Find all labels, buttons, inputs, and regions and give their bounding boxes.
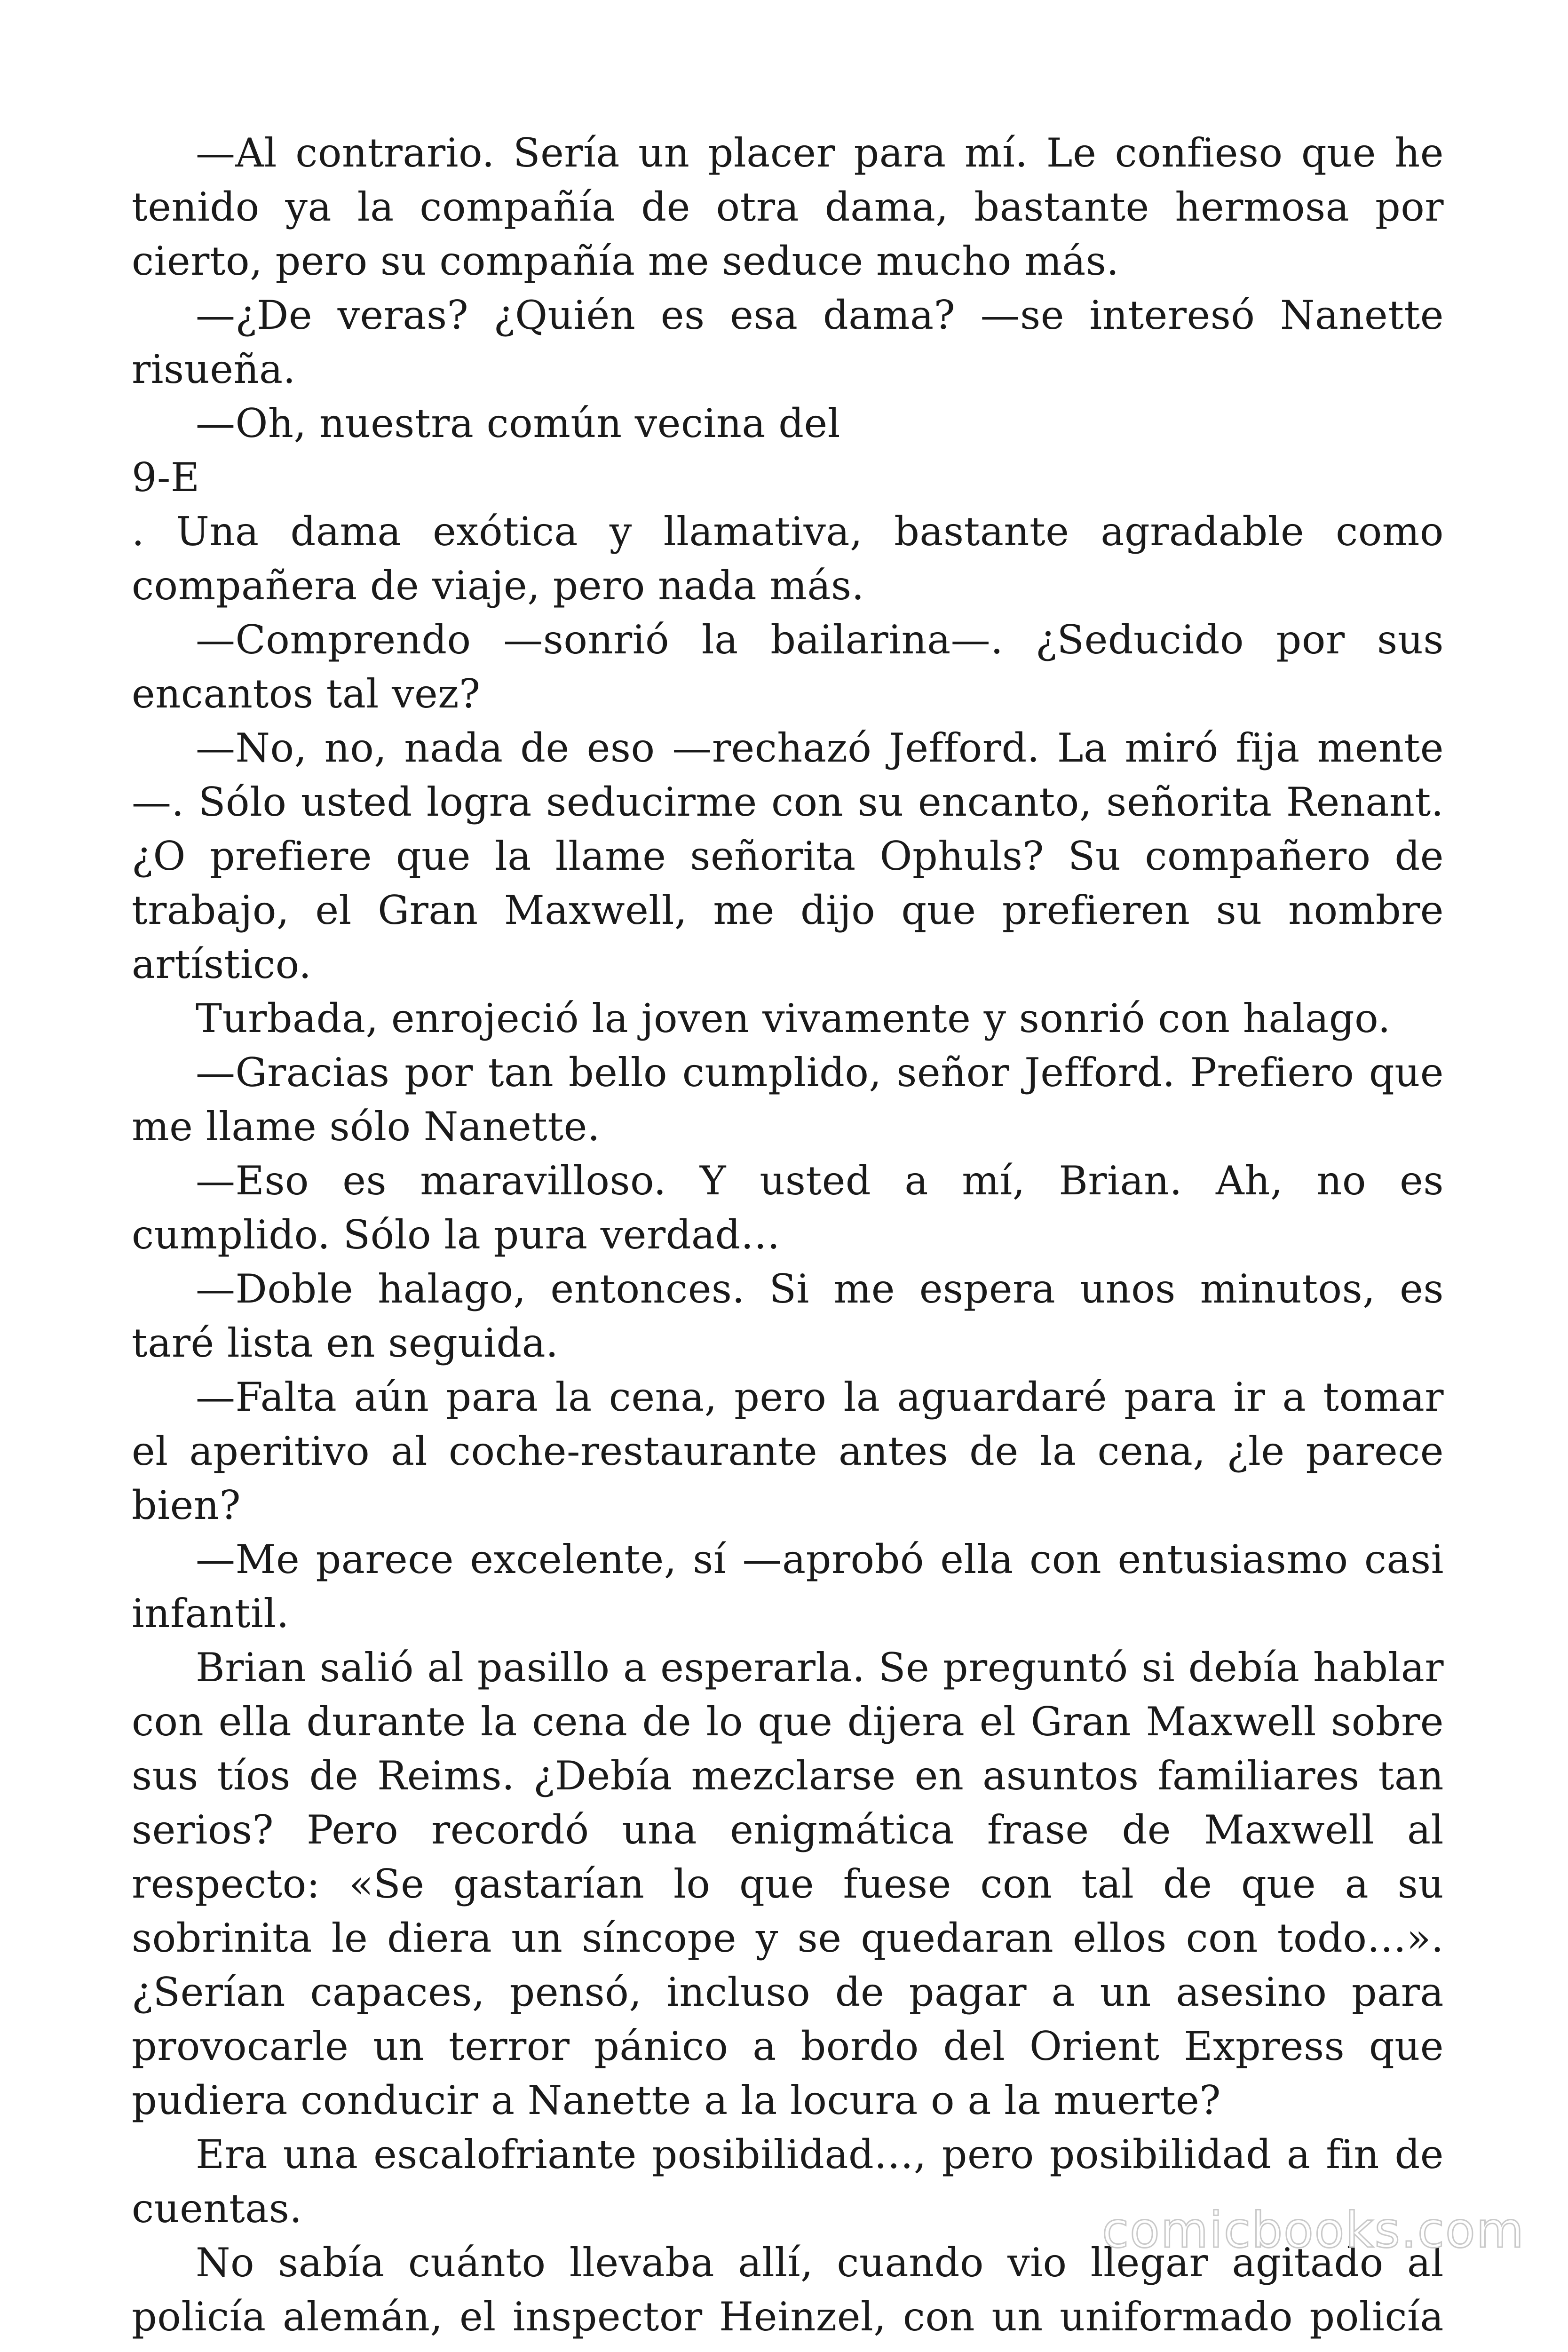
paragraph: —Gracias por tan bello cumplido, señor Jefford. Prefiero que me llame sólo Nanette. <box>132 1049 1444 1150</box>
paragraph: No sabía cuánto llevaba allí, cuando vio llegar agitado al policía alemán, el inspector Heinzel, con un uniformado policía <box>132 2240 1444 2340</box>
paragraph: Brian salió al pasillo a esperarla. Se preguntó si debía hablar con ella durante la cena de lo que dijera el Gran Maxwell sobre sus tíos de Reims. ¿Debía mezclarse en asuntos familiares tan serios? Pero recordó una enigmática frase de Maxwell al respecto: «Se gastarían lo que fuese con tal de que a su sobrinita le diera un síncope y se quedaran ellos con todo…». ¿Serían capaces, pensó, incluso de pagar a un asesino para provocarle un terror pánico a bordo del Orient Express que pudiera conducir a Nanette a la locura o a la muerte? <box>132 1645 1444 2123</box>
paragraph: Turbada, enrojeció la joven vivamente y sonrió con halago. <box>196 995 1391 1041</box>
paragraph: —Oh, nuestra común vecina del <box>196 400 841 446</box>
paragraph: Era una escalofriante posibilidad…, pero posibilidad a fin de cuentas. <box>132 2131 1444 2232</box>
paragraph: —Eso es maravilloso. Y usted a mí, Brian. Ah, no es cumplido. Sólo la pura verdad… <box>132 1158 1444 1258</box>
paragraph: —No, no, nada de eso —rechazó Jefford. La miró fija mente—. Sólo usted logra seducirme con su encanto, señorita Renant. ¿O prefiere que la llame señorita Ophuls? Su compañero de trabajo, el Gran Maxwell, me dijo que prefieren su nombre artístico. <box>132 725 1444 987</box>
paragraph: . Una dama exótica y llamativa, bastante agradable como compañera de viaje, pero nada más. <box>132 509 1444 609</box>
paragraph: —Al contrario. Sería un placer para mí. Le confieso que he tenido ya la compañía de otra dama, bastante hermosa por cierto, pero su compañía me seduce mucho más. <box>132 130 1444 284</box>
paragraph: —Comprendo —sonrió la bailarina—. ¿Seducido por sus encantos tal vez? <box>132 617 1444 717</box>
paragraph: —Me parece excelente, sí —aprobó ella con entusiasmo casi infantil. <box>132 1536 1444 1637</box>
paragraph: —¿De veras? ¿Quién es esa dama? —se interesó Nanette risueña. <box>132 292 1444 392</box>
paragraph: —Doble halago, entonces. Si me espera unos minutos, es taré lista en seguida. <box>132 1266 1444 1366</box>
paragraph: 9-E <box>132 454 200 501</box>
paragraph: —Falta aún para la cena, pero la aguardaré para ir a tomar el aperitivo al coche-restaurante antes de la cena, ¿le parece bien? <box>132 1374 1444 1528</box>
watermark: comicbooks.com <box>1101 2201 1525 2259</box>
page-text <box>132 126 1444 2344</box>
